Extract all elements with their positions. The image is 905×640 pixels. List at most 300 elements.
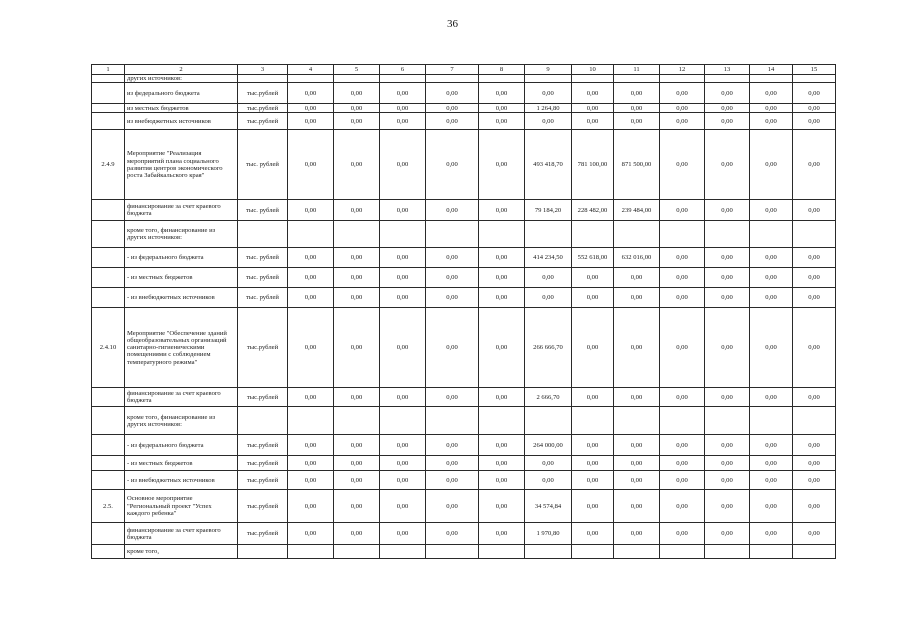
- value-cell: 0,00: [572, 523, 614, 545]
- row-name-cell: Мероприятие "Обеспечение зданий общеобразовательных организаций санитарно-гигиеническими помещениями с соблюдением температурного режима": [125, 308, 238, 388]
- unit-cell: тыс. рублей: [238, 200, 288, 221]
- header-row: [92, 65, 836, 75]
- unit-cell: тыс. рублей: [238, 268, 288, 288]
- header-cell: 12: [660, 65, 705, 75]
- value-cell: 0,00: [380, 200, 426, 221]
- value-cell: 0,00: [288, 288, 334, 308]
- value-cell: 0,00: [614, 104, 660, 113]
- value-cell: 0,00: [380, 83, 426, 104]
- value-cell: 0,00: [660, 113, 705, 130]
- value-cell: 0,00: [572, 104, 614, 113]
- row-number-cell: [92, 545, 125, 559]
- row-name-cell: из федерального бюджета: [125, 83, 238, 104]
- value-cell: 0,00: [288, 308, 334, 388]
- value-cell: 0,00: [660, 248, 705, 268]
- value-cell: 0,00: [334, 435, 380, 456]
- value-cell: 0,00: [334, 388, 380, 407]
- value-cell: 0,00: [525, 268, 572, 288]
- table-row: [92, 248, 836, 268]
- value-cell: 0,00: [334, 248, 380, 268]
- value-cell: 0,00: [750, 83, 793, 104]
- value-cell: [288, 407, 334, 435]
- row-name-cell: - из федерального бюджета: [125, 248, 238, 268]
- value-cell: 0,00: [705, 268, 750, 288]
- value-cell: 0,00: [334, 456, 380, 471]
- value-cell: 79 184,20: [525, 200, 572, 221]
- value-cell: 0,00: [380, 248, 426, 268]
- row-number-cell: [92, 104, 125, 113]
- value-cell: 0,00: [705, 388, 750, 407]
- value-cell: 0,00: [572, 388, 614, 407]
- value-cell: 0,00: [288, 490, 334, 523]
- value-cell: 0,00: [660, 490, 705, 523]
- value-cell: 0,00: [525, 288, 572, 308]
- value-cell: 0,00: [660, 308, 705, 388]
- value-cell: 0,00: [705, 308, 750, 388]
- value-cell: 264 000,00: [525, 435, 572, 456]
- value-cell: 781 100,00: [572, 130, 614, 200]
- value-cell: 0,00: [426, 471, 479, 490]
- value-cell: 0,00: [380, 490, 426, 523]
- value-cell: 0,00: [793, 388, 836, 407]
- table-row: [92, 523, 836, 545]
- value-cell: 0,00: [705, 456, 750, 471]
- value-cell: 0,00: [660, 288, 705, 308]
- value-cell: 0,00: [426, 83, 479, 104]
- value-cell: 0,00: [380, 435, 426, 456]
- table-body: [92, 65, 836, 559]
- value-cell: 0,00: [660, 456, 705, 471]
- value-cell: [380, 75, 426, 83]
- value-cell: 0,00: [288, 130, 334, 200]
- row-name-cell: - из местных бюджетов: [125, 268, 238, 288]
- value-cell: 0,00: [572, 490, 614, 523]
- row-number-cell: [92, 523, 125, 545]
- value-cell: 0,00: [479, 200, 525, 221]
- value-cell: 0,00: [380, 268, 426, 288]
- value-cell: 0,00: [750, 456, 793, 471]
- value-cell: 0,00: [750, 248, 793, 268]
- value-cell: 0,00: [426, 456, 479, 471]
- unit-cell: тыс.рублей: [238, 113, 288, 130]
- unit-cell: тыс. рублей: [238, 130, 288, 200]
- value-cell: 0,00: [572, 113, 614, 130]
- value-cell: 0,00: [479, 523, 525, 545]
- value-cell: 0,00: [750, 523, 793, 545]
- value-cell: 0,00: [750, 490, 793, 523]
- value-cell: 0,00: [380, 523, 426, 545]
- value-cell: 0,00: [288, 471, 334, 490]
- value-cell: [426, 545, 479, 559]
- value-cell: 632 016,00: [614, 248, 660, 268]
- value-cell: 0,00: [525, 113, 572, 130]
- value-cell: 0,00: [426, 268, 479, 288]
- row-number-cell: [92, 456, 125, 471]
- value-cell: 871 500,00: [614, 130, 660, 200]
- value-cell: [572, 221, 614, 248]
- value-cell: 0,00: [288, 435, 334, 456]
- value-cell: [660, 545, 705, 559]
- value-cell: [288, 545, 334, 559]
- value-cell: 0,00: [705, 288, 750, 308]
- value-cell: 0,00: [380, 104, 426, 113]
- value-cell: 0,00: [426, 104, 479, 113]
- row-name-cell: из местных бюджетов: [125, 104, 238, 113]
- value-cell: [572, 545, 614, 559]
- value-cell: 0,00: [572, 471, 614, 490]
- value-cell: 0,00: [426, 523, 479, 545]
- value-cell: [572, 75, 614, 83]
- value-cell: 0,00: [334, 490, 380, 523]
- header-cell: 13: [705, 65, 750, 75]
- value-cell: 0,00: [793, 471, 836, 490]
- value-cell: 0,00: [479, 130, 525, 200]
- value-cell: 414 234,50: [525, 248, 572, 268]
- value-cell: 0,00: [380, 388, 426, 407]
- value-cell: [426, 221, 479, 248]
- value-cell: [288, 75, 334, 83]
- value-cell: 2 666,70: [525, 388, 572, 407]
- value-cell: [525, 545, 572, 559]
- value-cell: 0,00: [660, 130, 705, 200]
- value-cell: 0,00: [479, 490, 525, 523]
- row-number-cell: [92, 471, 125, 490]
- value-cell: 0,00: [288, 104, 334, 113]
- value-cell: 0,00: [525, 83, 572, 104]
- value-cell: 0,00: [705, 490, 750, 523]
- value-cell: 34 574,84: [525, 490, 572, 523]
- value-cell: 0,00: [288, 388, 334, 407]
- value-cell: [334, 221, 380, 248]
- value-cell: 0,00: [705, 248, 750, 268]
- value-cell: 0,00: [793, 200, 836, 221]
- value-cell: [479, 407, 525, 435]
- value-cell: 0,00: [479, 471, 525, 490]
- value-cell: 0,00: [426, 388, 479, 407]
- value-cell: 0,00: [426, 113, 479, 130]
- value-cell: [426, 75, 479, 83]
- value-cell: 0,00: [750, 200, 793, 221]
- value-cell: [380, 545, 426, 559]
- value-cell: 0,00: [614, 308, 660, 388]
- value-cell: 0,00: [572, 435, 614, 456]
- table-row: [92, 435, 836, 456]
- value-cell: 0,00: [334, 83, 380, 104]
- value-cell: 0,00: [750, 471, 793, 490]
- value-cell: 493 418,70: [525, 130, 572, 200]
- header-cell: 14: [750, 65, 793, 75]
- value-cell: 1 264,80: [525, 104, 572, 113]
- value-cell: 0,00: [426, 308, 479, 388]
- header-cell: 11: [614, 65, 660, 75]
- value-cell: 0,00: [705, 471, 750, 490]
- value-cell: 0,00: [288, 268, 334, 288]
- unit-cell: тыс.рублей: [238, 435, 288, 456]
- value-cell: 0,00: [426, 490, 479, 523]
- value-cell: 0,00: [660, 104, 705, 113]
- value-cell: 0,00: [525, 456, 572, 471]
- row-name-cell: - из внебюджетных источников: [125, 288, 238, 308]
- value-cell: 0,00: [660, 471, 705, 490]
- value-cell: 0,00: [660, 435, 705, 456]
- value-cell: 0,00: [750, 268, 793, 288]
- value-cell: 0,00: [380, 308, 426, 388]
- value-cell: 0,00: [705, 113, 750, 130]
- value-cell: 0,00: [334, 308, 380, 388]
- table-row: [92, 308, 836, 388]
- value-cell: 0,00: [334, 288, 380, 308]
- table-row: [92, 490, 836, 523]
- value-cell: [750, 221, 793, 248]
- value-cell: 0,00: [660, 268, 705, 288]
- value-cell: 0,00: [705, 104, 750, 113]
- value-cell: [705, 221, 750, 248]
- value-cell: 0,00: [479, 268, 525, 288]
- row-number-cell: [92, 288, 125, 308]
- header-cell: 4: [288, 65, 334, 75]
- value-cell: [750, 545, 793, 559]
- header-cell: 10: [572, 65, 614, 75]
- value-cell: 0,00: [750, 388, 793, 407]
- row-number-cell: [92, 248, 125, 268]
- value-cell: 0,00: [334, 200, 380, 221]
- value-cell: 0,00: [334, 104, 380, 113]
- value-cell: 0,00: [572, 308, 614, 388]
- row-number-cell: [92, 435, 125, 456]
- value-cell: 0,00: [614, 471, 660, 490]
- value-cell: 0,00: [793, 308, 836, 388]
- value-cell: [614, 407, 660, 435]
- unit-cell: тыс.рублей: [238, 308, 288, 388]
- value-cell: 0,00: [479, 308, 525, 388]
- value-cell: [572, 407, 614, 435]
- value-cell: 0,00: [380, 456, 426, 471]
- value-cell: 0,00: [660, 83, 705, 104]
- table-row: [92, 113, 836, 130]
- value-cell: 0,00: [750, 113, 793, 130]
- value-cell: 0,00: [793, 456, 836, 471]
- table-row: [92, 104, 836, 113]
- row-name-cell: Мероприятие "Реализация мероприятий плана социального развития центров экономического роста Забайкальского края": [125, 130, 238, 200]
- value-cell: 0,00: [750, 435, 793, 456]
- unit-cell: [238, 221, 288, 248]
- value-cell: [793, 407, 836, 435]
- value-cell: 0,00: [334, 113, 380, 130]
- value-cell: 0,00: [750, 104, 793, 113]
- value-cell: 0,00: [614, 523, 660, 545]
- row-name-cell: из внебюджетных источников: [125, 113, 238, 130]
- value-cell: 0,00: [614, 490, 660, 523]
- table-row: [92, 130, 836, 200]
- value-cell: [705, 75, 750, 83]
- value-cell: 266 666,70: [525, 308, 572, 388]
- value-cell: [288, 221, 334, 248]
- row-name-cell: финансирование за счет краевого бюджета: [125, 388, 238, 407]
- value-cell: 0,00: [793, 268, 836, 288]
- value-cell: 0,00: [288, 523, 334, 545]
- header-cell: 7: [426, 65, 479, 75]
- value-cell: 0,00: [705, 523, 750, 545]
- value-cell: 0,00: [793, 435, 836, 456]
- unit-cell: тыс.рублей: [238, 83, 288, 104]
- unit-cell: тыс.рублей: [238, 523, 288, 545]
- value-cell: 0,00: [705, 435, 750, 456]
- value-cell: 0,00: [660, 200, 705, 221]
- value-cell: 0,00: [479, 456, 525, 471]
- value-cell: 0,00: [380, 288, 426, 308]
- value-cell: 0,00: [288, 248, 334, 268]
- value-cell: 0,00: [614, 388, 660, 407]
- value-cell: 0,00: [334, 130, 380, 200]
- value-cell: [334, 545, 380, 559]
- value-cell: [660, 75, 705, 83]
- value-cell: [479, 545, 525, 559]
- unit-cell: тыс. рублей: [238, 248, 288, 268]
- value-cell: [614, 545, 660, 559]
- value-cell: [705, 545, 750, 559]
- value-cell: 0,00: [479, 388, 525, 407]
- value-cell: 0,00: [705, 200, 750, 221]
- value-cell: 0,00: [793, 490, 836, 523]
- value-cell: 0,00: [750, 308, 793, 388]
- row-number-cell: [92, 268, 125, 288]
- value-cell: [380, 407, 426, 435]
- row-name-cell: финансирование за счет краевого бюджета: [125, 523, 238, 545]
- table-row: [92, 407, 836, 435]
- table-row: [92, 83, 836, 104]
- row-number-cell: 2.4.9: [92, 130, 125, 200]
- header-cell: 3: [238, 65, 288, 75]
- value-cell: [793, 545, 836, 559]
- value-cell: 228 482,00: [572, 200, 614, 221]
- header-cell: 1: [92, 65, 125, 75]
- value-cell: [479, 75, 525, 83]
- value-cell: 0,00: [288, 456, 334, 471]
- row-number-cell: [92, 388, 125, 407]
- value-cell: 0,00: [793, 288, 836, 308]
- value-cell: 0,00: [426, 435, 479, 456]
- header-cell: 9: [525, 65, 572, 75]
- value-cell: 0,00: [614, 83, 660, 104]
- header-cell: 15: [793, 65, 836, 75]
- value-cell: [334, 75, 380, 83]
- value-cell: 0,00: [479, 113, 525, 130]
- value-cell: 552 618,00: [572, 248, 614, 268]
- unit-cell: тыс.рублей: [238, 104, 288, 113]
- value-cell: [750, 75, 793, 83]
- value-cell: 0,00: [572, 456, 614, 471]
- row-number-cell: [92, 407, 125, 435]
- row-number-cell: [92, 75, 125, 83]
- value-cell: 0,00: [380, 471, 426, 490]
- value-cell: [525, 75, 572, 83]
- value-cell: [660, 221, 705, 248]
- table-row: [92, 221, 836, 248]
- value-cell: 0,00: [750, 288, 793, 308]
- table-row: [92, 75, 836, 83]
- unit-cell: [238, 407, 288, 435]
- row-name-cell: кроме того, финансирование из других источников:: [125, 221, 238, 248]
- table-row: [92, 471, 836, 490]
- value-cell: 0,00: [334, 523, 380, 545]
- value-cell: [525, 221, 572, 248]
- value-cell: 0,00: [793, 130, 836, 200]
- unit-cell: тыс.рублей: [238, 456, 288, 471]
- row-name-cell: кроме того,: [125, 545, 238, 559]
- value-cell: 0,00: [793, 104, 836, 113]
- unit-cell: [238, 545, 288, 559]
- row-name-cell: других источников:: [125, 75, 238, 83]
- value-cell: 0,00: [705, 83, 750, 104]
- unit-cell: тыс. рублей: [238, 288, 288, 308]
- value-cell: 0,00: [572, 83, 614, 104]
- value-cell: [793, 221, 836, 248]
- value-cell: 0,00: [380, 113, 426, 130]
- row-number-cell: [92, 113, 125, 130]
- table-row: [92, 456, 836, 471]
- row-number-cell: [92, 83, 125, 104]
- value-cell: 0,00: [572, 288, 614, 308]
- value-cell: 0,00: [479, 288, 525, 308]
- value-cell: 0,00: [288, 83, 334, 104]
- row-name-cell: кроме того, финансирование из других источников:: [125, 407, 238, 435]
- value-cell: 0,00: [426, 288, 479, 308]
- value-cell: [705, 407, 750, 435]
- value-cell: [380, 221, 426, 248]
- value-cell: 0,00: [793, 83, 836, 104]
- value-cell: [614, 75, 660, 83]
- value-cell: 0,00: [793, 523, 836, 545]
- unit-cell: тыс.рублей: [238, 490, 288, 523]
- value-cell: [793, 75, 836, 83]
- page-number: 36: [447, 18, 458, 30]
- header-cell: 6: [380, 65, 426, 75]
- header-cell: 2: [125, 65, 238, 75]
- value-cell: 0,00: [288, 200, 334, 221]
- value-cell: 0,00: [334, 471, 380, 490]
- header-cell: 8: [479, 65, 525, 75]
- value-cell: 0,00: [426, 248, 479, 268]
- unit-cell: тыс.рублей: [238, 471, 288, 490]
- value-cell: 0,00: [614, 113, 660, 130]
- value-cell: 0,00: [660, 523, 705, 545]
- value-cell: 0,00: [380, 130, 426, 200]
- value-cell: 0,00: [572, 268, 614, 288]
- row-name-cell: - из местных бюджетов: [125, 456, 238, 471]
- value-cell: [660, 407, 705, 435]
- table-row: [92, 268, 836, 288]
- value-cell: 0,00: [614, 268, 660, 288]
- unit-cell: [238, 75, 288, 83]
- table-row: [92, 545, 836, 559]
- value-cell: [479, 221, 525, 248]
- value-cell: 0,00: [660, 388, 705, 407]
- value-cell: [525, 407, 572, 435]
- row-name-cell: - из внебюджетных источников: [125, 471, 238, 490]
- value-cell: 0,00: [614, 456, 660, 471]
- row-name-cell: Основное мероприятие "Региональный проект "Успех каждого ребенка": [125, 490, 238, 523]
- value-cell: [334, 407, 380, 435]
- value-cell: [426, 407, 479, 435]
- value-cell: 0,00: [426, 200, 479, 221]
- row-number-cell: 2.5.: [92, 490, 125, 523]
- row-number-cell: [92, 200, 125, 221]
- value-cell: 0,00: [334, 268, 380, 288]
- value-cell: 0,00: [793, 248, 836, 268]
- row-name-cell: финансирование за счет краевого бюджета: [125, 200, 238, 221]
- table-row: [92, 388, 836, 407]
- value-cell: [614, 221, 660, 248]
